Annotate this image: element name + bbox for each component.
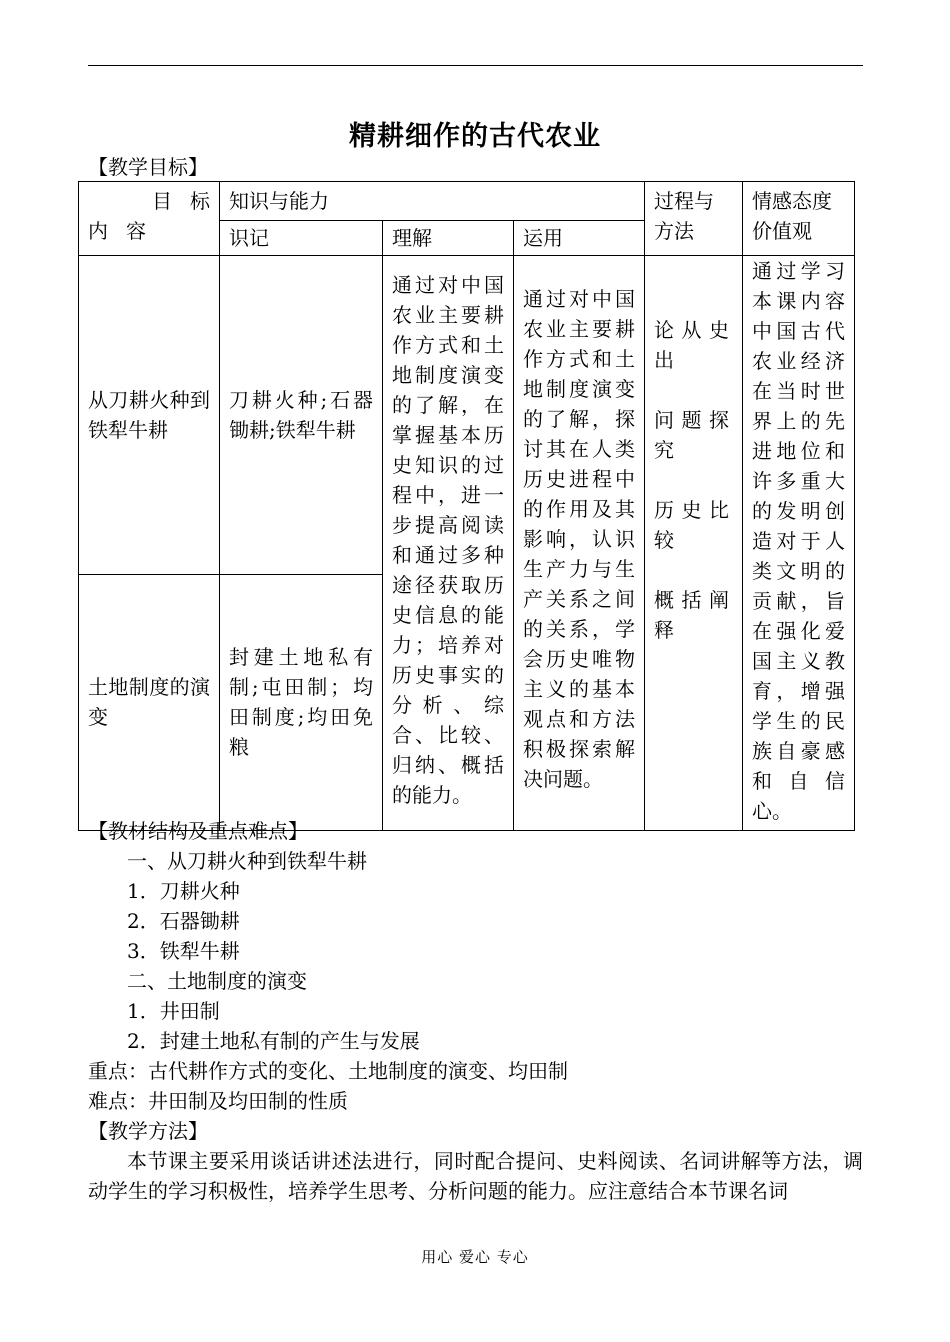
page-footer: 用心 爱心 专心 [421, 1248, 529, 1266]
header-emotion: 情感态度价值观 [743, 182, 855, 256]
structure-part-heading: 一、从刀耕火种到铁犁牛耕 [127, 849, 367, 873]
header-knowledge: 知识与能力 [220, 182, 645, 221]
key-point: 重点：古代耕作方式的变化、土地制度的演变、均田制 [88, 1059, 568, 1083]
header-remember: 识记 [220, 221, 383, 256]
remember-cell: 刀耕火种;石器锄耕;铁犁牛耕 [220, 256, 383, 575]
header-process: 过程与方法 [645, 182, 743, 256]
header-rule [88, 65, 863, 66]
difficulty-point: 难点：井田制及均田制的性质 [88, 1089, 348, 1113]
list-item: 1．刀耕火种 [127, 879, 240, 903]
emotion-cell: 通过学习本课内容中国古代农业经济在当时世界上的先进地位和许多重大的发明创造对于人类文明的贡献，旨在强化爱国主义教育，增强学生的民族自豪感和自信心。 [743, 256, 855, 831]
process-item: 概括阐释 [654, 588, 734, 642]
process-item: 历史比较 [654, 498, 734, 552]
structure-part-heading: 二、土地制度的演变 [127, 969, 307, 993]
header-apply: 运用 [514, 221, 645, 256]
process-cell [645, 256, 743, 831]
understand-cell: 通过对中国农业主要耕作方式和土地制度演变的了解，在掌握基本历史知识的过程中，进一步提高阅读和通过多种途径获取历史信息的能力；培养对历史事实的分析、综合、比较、归纳、概括的能力。 [383, 256, 514, 831]
methods-paragraph: 本节课主要采用谈话讲述法进行，同时配合提问、史料阅读、名词讲解等方法，调动学生的学习积极性，培养学生思考、分析问题的能力。应注意结合本节课名词 [88, 1149, 863, 1203]
structure-and-methods [88, 816, 863, 1206]
list-item: 2．石器锄耕 [127, 909, 240, 933]
header-corner-cell [79, 182, 228, 256]
process-item: 论从史出 [654, 318, 734, 372]
list-item: 2．封建土地私有制的产生与发展 [127, 1029, 420, 1053]
section-label-structure: 【教材结构及重点难点】 [88, 819, 308, 843]
section-label-goals: 【教学目标】 [88, 155, 208, 179]
remember-cell: 封建土地私有制;屯田制；均田制度;均田免粮 [220, 574, 383, 830]
teaching-goals-table [78, 181, 855, 831]
document-title: 精耕细作的古代农业 [349, 121, 601, 152]
corner-label-goal: 目标 [152, 189, 228, 213]
process-item: 问题探究 [654, 408, 734, 462]
list-item: 3．铁犁牛耕 [127, 939, 240, 963]
content-cell: 土地制度的演变 [79, 574, 220, 830]
content-cell: 从刀耕火种到铁犁牛耕 [79, 256, 220, 575]
apply-cell: 通过对中国农业主要耕作方式和土地制度演变的了解，探讨其在人类历史进程中的作用及其影响，认识生产力与生产关系之间的关系，学会历史唯物主义的基本观点和方法积极探索解决问题。 [514, 256, 645, 831]
section-label-methods: 【教学方法】 [88, 1119, 208, 1143]
list-item: 1．井田制 [127, 999, 220, 1023]
header-understand: 理解 [383, 221, 514, 256]
table-row [79, 256, 855, 575]
corner-label-content: 内容 [88, 219, 164, 243]
